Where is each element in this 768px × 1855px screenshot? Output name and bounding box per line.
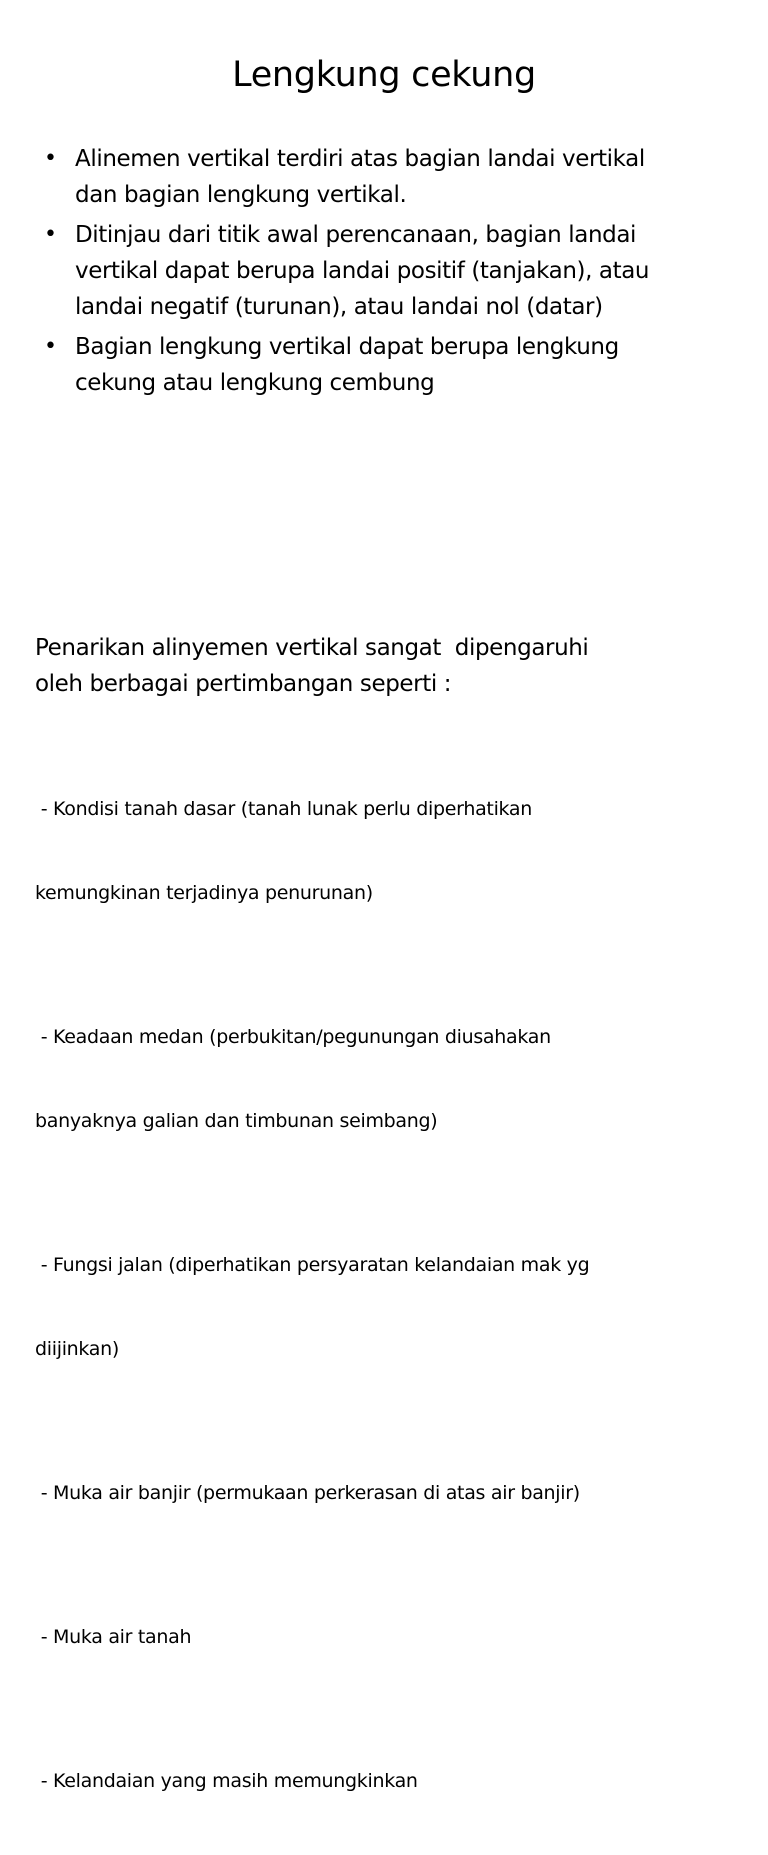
bullet-line: vertikal dapat berupa landai positif (tanjakan), atau: [75, 258, 650, 284]
factor-line: - Keadaan medan (perbukitan/pegunungan diusahakan: [35, 1026, 551, 1048]
factor-list: [35, 739, 735, 1855]
factor-item: [35, 739, 735, 963]
slide-title: Lengkung cekung: [232, 55, 536, 95]
factor-line: - Muka air banjir (permukaan perkerasan di atas air banjir): [35, 1482, 580, 1504]
factor-item: [35, 1567, 735, 1707]
factor-line: - Kondisi tanah dasar (tanah lunak perlu diperhatikan: [35, 798, 533, 820]
factor-line: - Kelandaian yang masih memungkinkan: [35, 1770, 418, 1792]
factor-item: [35, 1711, 735, 1851]
factor-item: [35, 967, 735, 1191]
factor-line: - Muka air tanah: [35, 1626, 192, 1648]
factor-line: - Fungsi jalan (diperhatikan persyaratan kelandaian mak yg: [35, 1254, 590, 1276]
bullet-line: Ditinjau dari titik awal perencanaan, bagian landai: [75, 222, 637, 248]
factor-line: diijinkan): [35, 1338, 119, 1360]
bullet-icon: •: [44, 222, 57, 247]
intro-paragraph: [35, 630, 735, 702]
bullet-line: landai negatif (turunan), atau landai nol (datar): [75, 294, 603, 320]
bullet-line: dan bagian lengkung vertikal.: [75, 182, 407, 208]
bullet-icon: •: [44, 334, 57, 359]
intro-line: Penarikan alinyemen vertikal sangat dipengaruhi: [35, 635, 589, 661]
bullet-line: Bagian lengkung vertikal dapat berupa lengkung: [75, 334, 619, 360]
intro-line: oleh berbagai pertimbangan seperti :: [35, 671, 452, 697]
bullet-item: [44, 217, 734, 325]
bullet-item: [44, 141, 734, 213]
bullet-icon: •: [44, 146, 57, 171]
factor-item: [35, 1423, 735, 1563]
factor-line: kemungkinan terjadinya penurunan): [35, 882, 373, 904]
bullet-line: Alinemen vertikal terdiri atas bagian landai vertikal: [75, 146, 645, 172]
bullet-list: [44, 141, 734, 405]
bullet-line: cekung atau lengkung cembung: [75, 370, 435, 396]
factor-item: [35, 1195, 735, 1419]
factor-line: banyaknya galian dan timbunan seimbang): [35, 1110, 438, 1132]
bullet-item: [44, 329, 734, 401]
